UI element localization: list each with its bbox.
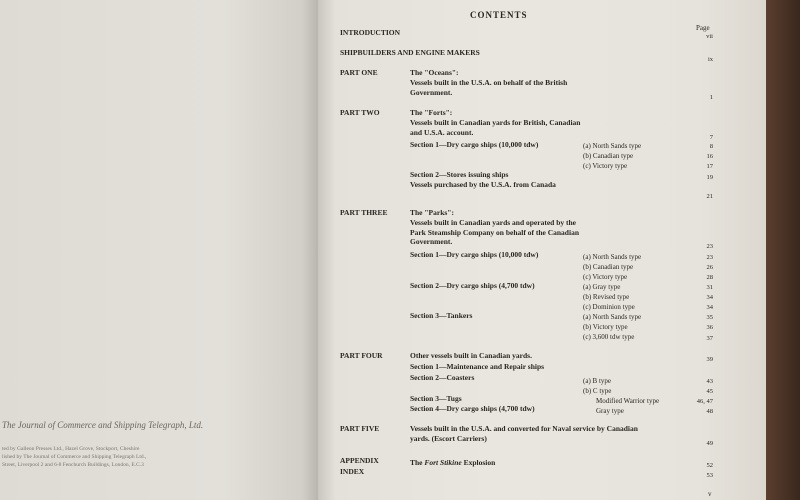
part-two-desc: Vessels built in Canadian yards for British, Canadian and U.S.A. account. (410, 118, 581, 137)
index-page: 53 (706, 472, 713, 479)
part-two-title: The "Forts": (410, 108, 453, 117)
appendix-title-italic: Fort Stikine (424, 458, 462, 467)
part-three-s2-type-b-page: 34 (706, 294, 713, 301)
part-three-s3-type-b-page: 36 (706, 324, 713, 331)
appendix-title (410, 458, 495, 467)
part-four-label: PART FOUR (340, 351, 383, 360)
part-four-section3: Section 3—Tugs (410, 394, 462, 403)
part-four-section1: Section 1—Maintenance and Repair ships (410, 362, 545, 371)
part-five-label: PART FIVE (340, 424, 380, 433)
part-three-s2-type-c: (c) Dominion type (583, 303, 635, 311)
part-one-title: The "Oceans": (410, 68, 459, 77)
index-label: INDEX (340, 467, 365, 476)
part-three-s1-type-c: (c) Victory type (583, 273, 628, 281)
part-two-type-c-page: 17 (706, 163, 713, 170)
part-two-type-a: (a) North Sands type (583, 142, 642, 150)
part-three-s1-type-b-page: 26 (706, 264, 713, 271)
part-two-type-b: (b) Canadian type (583, 152, 634, 160)
part-four-s2-type-a-page: 43 (706, 378, 713, 385)
part-two-label: PART TWO (340, 108, 380, 117)
introduction-label: INTRODUCTION (340, 28, 401, 37)
left-page (0, 0, 318, 500)
part-four-desc: Other vessels built in Canadian yards. (410, 351, 532, 360)
part-five-page: 49 (706, 440, 713, 447)
shipbuilders-page: ix (707, 56, 713, 63)
part-two-purchased-page: 21 (706, 193, 713, 200)
part-three-section3: Section 3—Tankers (410, 311, 473, 320)
appendix-page: 52 (706, 462, 713, 469)
part-three-s3-type-a: (a) North Sands type (583, 313, 642, 321)
part-three-s2-type-b: (b) Revised type (583, 293, 630, 301)
introduction-page: vii (706, 33, 713, 40)
part-five-desc: Vessels built in the U.S.A. and converted for Naval service by Canadian yards. (Escort Carriers) (410, 424, 638, 443)
part-four-section2: Section 2—Coasters (410, 373, 475, 382)
book-cover-edge (766, 0, 800, 500)
part-four-s3-page: 46, 47 (696, 398, 713, 405)
part-two-section1: Section 1—Dry cargo ships (10,000 tdw) (410, 140, 539, 149)
part-four-s2-type-a: (a) B type (583, 377, 611, 385)
imprint-publisher: The Journal of Commerce and Shipping Telegraph, Ltd. (2, 420, 204, 430)
part-one-label: PART ONE (340, 68, 378, 77)
page-column-label: Page (696, 24, 710, 32)
appendix-title-pre: The (410, 458, 425, 467)
part-four-page: 39 (706, 356, 713, 363)
part-three-s1-type-a-page: 23 (706, 254, 713, 261)
imprint-line: ted by Galleon Presses Ltd., Hazel Grove, Stockport, Cheshire (2, 446, 140, 452)
footer-mark: v (708, 490, 712, 498)
part-three-page: 23 (706, 243, 713, 250)
appendix-label: APPENDIX (340, 456, 379, 465)
part-four-s3-type: Modified Warrior type (596, 397, 660, 405)
part-one-page: 1 (709, 94, 713, 101)
part-four-s2-type-b: (b) C type (583, 387, 612, 395)
part-two-page: 7 (709, 134, 713, 141)
part-four-section4: Section 4—Dry cargo ships (4,700 tdw) (410, 404, 535, 413)
part-three-title: The "Parks": (410, 208, 454, 217)
imprint-line: Street, Liverpool 2 and 6-8 Fenchurch Buildings, London, E.C.3 (2, 462, 144, 468)
imprint-line: lished by The Journal of Commerce and Shipping Telegraph Ltd., (2, 454, 147, 460)
part-two-purchased: Vessels purchased by the U.S.A. from Canada (410, 180, 556, 189)
part-three-s1-type-c-page: 28 (706, 274, 713, 281)
part-two-type-c: (c) Victory type (583, 162, 628, 170)
part-four-s4-page: 48 (706, 408, 713, 415)
part-three-s2-type-a: (a) Gray type (583, 283, 621, 291)
appendix-title-post: Explosion (461, 458, 496, 467)
part-three-label: PART THREE (340, 208, 388, 217)
part-two-type-a-page: 8 (709, 143, 713, 150)
part-one-desc: Vessels built in the U.S.A. on behalf of the British Government. (410, 78, 568, 97)
part-three-desc: Vessels built in Canadian yards and operated by the Park Steamship Company on behalf of the Canadian Government. (410, 218, 579, 246)
part-two-section2-page: 19 (706, 174, 713, 181)
contents-heading: CONTENTS (470, 10, 528, 20)
part-three-section2: Section 2—Dry cargo ships (4,700 tdw) (410, 281, 535, 290)
part-three-s1-type-b: (b) Canadian type (583, 263, 634, 271)
part-three-s2-type-c-page: 34 (706, 304, 713, 311)
part-three-s2-type-a-page: 31 (706, 284, 713, 291)
part-three-s1-type-a: (a) North Sands type (583, 253, 642, 261)
part-three-s3-type-b: (b) Victory type (583, 323, 628, 331)
part-three-section1: Section 1—Dry cargo ships (10,000 tdw) (410, 250, 539, 259)
part-three-s3-type-a-page: 35 (706, 314, 713, 321)
part-three-s3-type-c: (c) 3,600 tdw type (583, 333, 635, 341)
part-two-section2: Section 2—Stores issuing ships (410, 170, 509, 179)
shipbuilders-label: SHIPBUILDERS AND ENGINE MAKERS (340, 48, 480, 57)
part-four-s4-type: Gray type (596, 407, 624, 415)
part-three-s3-type-c-page: 37 (706, 335, 713, 342)
part-two-type-b-page: 16 (706, 153, 713, 160)
part-four-s2-type-b-page: 45 (706, 388, 713, 395)
